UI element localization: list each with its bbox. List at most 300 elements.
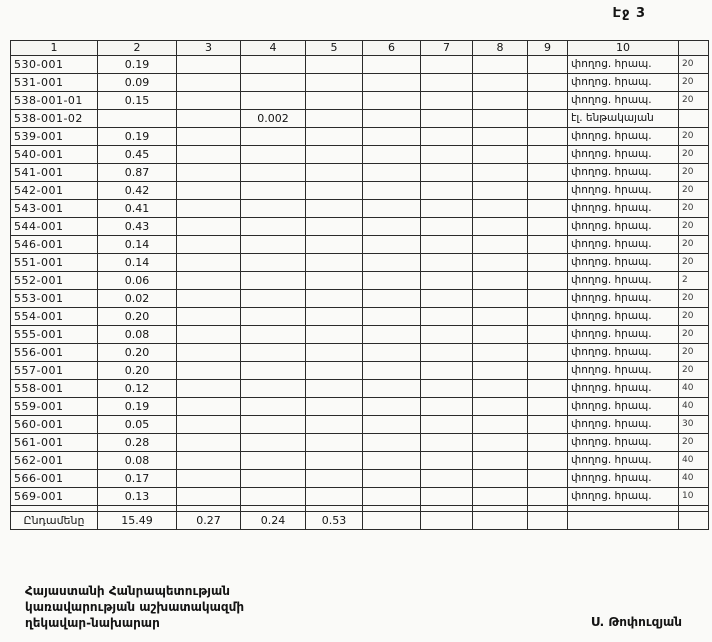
- table-row: [11, 218, 709, 236]
- description-cell: փողոց. հրապ.: [568, 398, 679, 416]
- total-value-cell: [473, 512, 528, 530]
- value-cell: [473, 326, 528, 344]
- value-cell: [306, 308, 363, 326]
- value-cell: [473, 164, 528, 182]
- total-row: [11, 512, 709, 530]
- code-cell: 543-001: [11, 200, 98, 218]
- footer-line: ղեկավար-նախարար: [25, 616, 160, 630]
- value-cell: [363, 164, 421, 182]
- table-row: [11, 56, 709, 74]
- value-cell: [528, 164, 568, 182]
- value-cell: [241, 362, 306, 380]
- value-cell: [421, 362, 473, 380]
- value-cell: [363, 326, 421, 344]
- value-cell: [177, 164, 241, 182]
- value-cell: 0.002: [241, 110, 306, 128]
- value-cell: [473, 74, 528, 92]
- value-cell: [528, 470, 568, 488]
- value-cell: [241, 290, 306, 308]
- value-cell: [177, 416, 241, 434]
- code-cell: 555-001: [11, 326, 98, 344]
- table-header-row: [11, 41, 709, 56]
- description-cell: էլ. ենթակայան: [568, 110, 679, 128]
- value-cell: [363, 236, 421, 254]
- value-cell: [473, 452, 528, 470]
- value-cell: 0.20: [98, 362, 177, 380]
- total-value-cell: 0.53: [306, 512, 363, 530]
- value-cell: [177, 92, 241, 110]
- value-cell: [306, 74, 363, 92]
- table-row: [11, 452, 709, 470]
- margin-mark: 20: [679, 146, 709, 164]
- value-cell: [241, 398, 306, 416]
- value-cell: [363, 398, 421, 416]
- value-cell: [363, 344, 421, 362]
- description-cell: փողոց. հրապ.: [568, 92, 679, 110]
- value-cell: [306, 254, 363, 272]
- value-cell: [363, 110, 421, 128]
- value-cell: [528, 398, 568, 416]
- value-cell: [528, 56, 568, 74]
- column-header: 7: [421, 41, 473, 56]
- margin-mark: 30: [679, 416, 709, 434]
- value-cell: [421, 434, 473, 452]
- margin-mark: 20: [679, 290, 709, 308]
- table-row: [11, 308, 709, 326]
- footer-line: Հայաստանի Հանրապետության: [25, 584, 230, 598]
- value-cell: [473, 128, 528, 146]
- total-value-cell: 15.49: [98, 512, 177, 530]
- value-cell: [528, 344, 568, 362]
- value-cell: [177, 398, 241, 416]
- table-row: [11, 110, 709, 128]
- value-cell: [177, 380, 241, 398]
- code-cell: 540-001: [11, 146, 98, 164]
- value-cell: [241, 182, 306, 200]
- value-cell: [528, 146, 568, 164]
- code-cell: 551-001: [11, 254, 98, 272]
- margin-mark: 20: [679, 362, 709, 380]
- value-cell: [177, 182, 241, 200]
- value-cell: [241, 344, 306, 362]
- margin-mark: 20: [679, 326, 709, 344]
- value-cell: [528, 182, 568, 200]
- description-cell: փողոց. հրապ.: [568, 326, 679, 344]
- code-cell: 538-001-02: [11, 110, 98, 128]
- value-cell: [473, 290, 528, 308]
- value-cell: [363, 146, 421, 164]
- value-cell: 0.08: [98, 452, 177, 470]
- value-cell: [363, 200, 421, 218]
- value-cell: [177, 470, 241, 488]
- margin-mark: 10: [679, 488, 709, 506]
- value-cell: [241, 272, 306, 290]
- margin-mark: 20: [679, 182, 709, 200]
- value-cell: [528, 272, 568, 290]
- value-cell: [421, 380, 473, 398]
- description-cell: փողոց. հրապ.: [568, 290, 679, 308]
- value-cell: [363, 272, 421, 290]
- value-cell: [528, 290, 568, 308]
- description-cell: փողոց. հրապ.: [568, 362, 679, 380]
- description-cell: փողոց. հրապ.: [568, 308, 679, 326]
- value-cell: [473, 254, 528, 272]
- code-cell: 531-001: [11, 74, 98, 92]
- value-cell: 0.05: [98, 416, 177, 434]
- value-cell: [177, 218, 241, 236]
- value-cell: [473, 362, 528, 380]
- value-cell: [363, 308, 421, 326]
- column-header: 1: [11, 41, 98, 56]
- value-cell: [473, 218, 528, 236]
- value-cell: 0.08: [98, 326, 177, 344]
- value-cell: [473, 416, 528, 434]
- code-cell: 569-001: [11, 488, 98, 506]
- value-cell: [241, 56, 306, 74]
- code-cell: 556-001: [11, 344, 98, 362]
- table-row: [11, 488, 709, 506]
- value-cell: [241, 434, 306, 452]
- margin-mark: 20: [679, 236, 709, 254]
- footer-line: կառավարության աշխատակազմի: [25, 600, 245, 614]
- description-cell: փողոց. հրապ.: [568, 416, 679, 434]
- description-cell: փողոց. հրապ.: [568, 182, 679, 200]
- value-cell: [528, 218, 568, 236]
- value-cell: [421, 92, 473, 110]
- value-cell: [241, 308, 306, 326]
- margin-mark: [679, 110, 709, 128]
- value-cell: [241, 164, 306, 182]
- value-cell: [473, 146, 528, 164]
- code-cell: 544-001: [11, 218, 98, 236]
- table-body: [11, 56, 709, 530]
- value-cell: [473, 398, 528, 416]
- value-cell: [363, 182, 421, 200]
- value-cell: [363, 290, 421, 308]
- code-cell: 558-001: [11, 380, 98, 398]
- value-cell: [177, 326, 241, 344]
- margin-mark: 20: [679, 308, 709, 326]
- value-cell: [528, 488, 568, 506]
- value-cell: [421, 56, 473, 74]
- value-cell: [241, 128, 306, 146]
- value-cell: [363, 416, 421, 434]
- value-cell: [177, 236, 241, 254]
- table-row: [11, 92, 709, 110]
- value-cell: [241, 488, 306, 506]
- value-cell: [421, 344, 473, 362]
- value-cell: 0.12: [98, 380, 177, 398]
- value-cell: [421, 326, 473, 344]
- value-cell: [306, 362, 363, 380]
- table-row: [11, 182, 709, 200]
- margin-mark: 20: [679, 344, 709, 362]
- value-cell: [306, 452, 363, 470]
- value-cell: [421, 470, 473, 488]
- value-cell: [177, 272, 241, 290]
- description-cell: փողոց. հրապ.: [568, 272, 679, 290]
- value-cell: [363, 362, 421, 380]
- value-cell: [421, 308, 473, 326]
- value-cell: [306, 326, 363, 344]
- value-cell: [241, 470, 306, 488]
- value-cell: [177, 74, 241, 92]
- value-cell: [306, 470, 363, 488]
- value-cell: 0.02: [98, 290, 177, 308]
- value-cell: [528, 434, 568, 452]
- margin-mark: 40: [679, 380, 709, 398]
- column-header: 10: [568, 41, 679, 56]
- value-cell: [528, 200, 568, 218]
- value-cell: 0.06: [98, 272, 177, 290]
- value-cell: [177, 128, 241, 146]
- value-cell: 0.20: [98, 344, 177, 362]
- value-cell: [421, 290, 473, 308]
- value-cell: [363, 452, 421, 470]
- margin-mark: 20: [679, 128, 709, 146]
- value-cell: [421, 272, 473, 290]
- table-row: [11, 272, 709, 290]
- value-cell: [528, 380, 568, 398]
- value-cell: 0.41: [98, 200, 177, 218]
- code-cell: 541-001: [11, 164, 98, 182]
- value-cell: [528, 236, 568, 254]
- table-row: [11, 470, 709, 488]
- value-cell: [473, 110, 528, 128]
- margin-mark: 20: [679, 74, 709, 92]
- value-cell: 0.09: [98, 74, 177, 92]
- table-row: [11, 434, 709, 452]
- value-cell: 0.45: [98, 146, 177, 164]
- value-cell: [306, 182, 363, 200]
- value-cell: [306, 110, 363, 128]
- value-cell: 0.14: [98, 254, 177, 272]
- description-cell: փողոց. հրապ.: [568, 344, 679, 362]
- value-cell: [306, 272, 363, 290]
- value-cell: [528, 362, 568, 380]
- value-cell: [421, 110, 473, 128]
- value-cell: [473, 272, 528, 290]
- value-cell: [177, 254, 241, 272]
- value-cell: [241, 200, 306, 218]
- column-header: 4: [241, 41, 306, 56]
- total-description-cell: [568, 512, 679, 530]
- data-table: [10, 40, 709, 530]
- code-cell: 542-001: [11, 182, 98, 200]
- value-cell: [241, 452, 306, 470]
- code-cell: 554-001: [11, 308, 98, 326]
- value-cell: [177, 110, 241, 128]
- value-cell: [241, 380, 306, 398]
- value-cell: [363, 218, 421, 236]
- table-row: [11, 290, 709, 308]
- page-number-label: Էջ 3: [612, 6, 646, 21]
- value-cell: 0.15: [98, 92, 177, 110]
- value-cell: [421, 128, 473, 146]
- table-row: [11, 236, 709, 254]
- value-cell: [306, 200, 363, 218]
- value-cell: [473, 182, 528, 200]
- value-cell: [473, 308, 528, 326]
- margin-mark: 20: [679, 164, 709, 182]
- value-cell: [241, 74, 306, 92]
- table-row: [11, 200, 709, 218]
- value-cell: [363, 56, 421, 74]
- code-cell: 559-001: [11, 398, 98, 416]
- margin-spacer: [679, 41, 709, 56]
- value-cell: [473, 488, 528, 506]
- value-cell: [177, 362, 241, 380]
- value-cell: [473, 56, 528, 74]
- margin-mark: 40: [679, 452, 709, 470]
- value-cell: [363, 380, 421, 398]
- table-row: [11, 164, 709, 182]
- value-cell: [241, 92, 306, 110]
- value-cell: [528, 92, 568, 110]
- value-cell: 0.42: [98, 182, 177, 200]
- value-cell: [421, 218, 473, 236]
- column-header: 5: [306, 41, 363, 56]
- code-cell: 539-001: [11, 128, 98, 146]
- margin-mark: 20: [679, 200, 709, 218]
- table-row: [11, 74, 709, 92]
- value-cell: [363, 488, 421, 506]
- value-cell: [421, 416, 473, 434]
- description-cell: փողոց. հրապ.: [568, 488, 679, 506]
- value-cell: [241, 236, 306, 254]
- table-row: [11, 128, 709, 146]
- description-cell: փողոց. հրապ.: [568, 434, 679, 452]
- value-cell: [528, 128, 568, 146]
- value-cell: [306, 434, 363, 452]
- total-value-cell: 0.27: [177, 512, 241, 530]
- value-cell: [421, 254, 473, 272]
- value-cell: [177, 452, 241, 470]
- table-row: [11, 398, 709, 416]
- value-cell: [177, 488, 241, 506]
- code-cell: 561-001: [11, 434, 98, 452]
- description-cell: փողոց. հրապ.: [568, 128, 679, 146]
- description-cell: փողոց. հրապ.: [568, 146, 679, 164]
- column-header: 2: [98, 41, 177, 56]
- value-cell: [306, 146, 363, 164]
- value-cell: [528, 254, 568, 272]
- value-cell: [473, 200, 528, 218]
- value-cell: 0.43: [98, 218, 177, 236]
- value-cell: [528, 416, 568, 434]
- value-cell: [177, 146, 241, 164]
- footer-title-block: [25, 583, 244, 631]
- value-cell: 0.28: [98, 434, 177, 452]
- value-cell: [473, 380, 528, 398]
- column-header: 9: [528, 41, 568, 56]
- table-row: [11, 380, 709, 398]
- value-cell: [177, 344, 241, 362]
- description-cell: փողոց. հրապ.: [568, 380, 679, 398]
- description-cell: փողոց. հրապ.: [568, 56, 679, 74]
- value-cell: [306, 164, 363, 182]
- value-cell: [98, 110, 177, 128]
- value-cell: [177, 56, 241, 74]
- table-row: [11, 344, 709, 362]
- value-cell: 0.20: [98, 308, 177, 326]
- value-cell: [306, 56, 363, 74]
- value-cell: [528, 326, 568, 344]
- value-cell: 0.87: [98, 164, 177, 182]
- value-cell: [363, 470, 421, 488]
- margin-mark: 20: [679, 56, 709, 74]
- margin-mark: 20: [679, 434, 709, 452]
- description-cell: փողոց. հրապ.: [568, 218, 679, 236]
- total-value-cell: [528, 512, 568, 530]
- value-cell: [241, 326, 306, 344]
- description-cell: փողոց. հրապ.: [568, 200, 679, 218]
- margin-mark: 20: [679, 92, 709, 110]
- code-cell: 530-001: [11, 56, 98, 74]
- value-cell: [473, 92, 528, 110]
- value-cell: [306, 218, 363, 236]
- value-cell: [421, 146, 473, 164]
- description-cell: փողոց. հրապ.: [568, 236, 679, 254]
- value-cell: [421, 452, 473, 470]
- margin-mark: 20: [679, 218, 709, 236]
- value-cell: [421, 236, 473, 254]
- margin-mark: 40: [679, 398, 709, 416]
- table-row: [11, 326, 709, 344]
- value-cell: [528, 74, 568, 92]
- total-label-cell: Ընդամենը: [11, 512, 98, 530]
- value-cell: [306, 92, 363, 110]
- value-cell: [306, 380, 363, 398]
- value-cell: [421, 182, 473, 200]
- value-cell: [177, 434, 241, 452]
- value-cell: [363, 434, 421, 452]
- margin-mark: 20: [679, 254, 709, 272]
- value-cell: [473, 344, 528, 362]
- table-row: [11, 146, 709, 164]
- value-cell: [528, 110, 568, 128]
- value-cell: [306, 236, 363, 254]
- column-header: 6: [363, 41, 421, 56]
- value-cell: [363, 128, 421, 146]
- value-cell: [473, 434, 528, 452]
- code-cell: 557-001: [11, 362, 98, 380]
- value-cell: 0.17: [98, 470, 177, 488]
- margin-spacer: [679, 512, 709, 530]
- description-cell: փողոց. հրապ.: [568, 74, 679, 92]
- table-row: [11, 362, 709, 380]
- value-cell: [421, 398, 473, 416]
- value-cell: [421, 164, 473, 182]
- code-cell: 553-001: [11, 290, 98, 308]
- value-cell: 0.19: [98, 56, 177, 74]
- value-cell: [421, 74, 473, 92]
- description-cell: փողոց. հրապ.: [568, 164, 679, 182]
- value-cell: [241, 416, 306, 434]
- code-cell: 552-001: [11, 272, 98, 290]
- code-cell: 546-001: [11, 236, 98, 254]
- value-cell: 0.13: [98, 488, 177, 506]
- value-cell: [306, 344, 363, 362]
- value-cell: [421, 488, 473, 506]
- value-cell: [421, 200, 473, 218]
- value-cell: [473, 470, 528, 488]
- code-cell: 538-001-01: [11, 92, 98, 110]
- value-cell: [306, 128, 363, 146]
- value-cell: [241, 254, 306, 272]
- value-cell: [177, 200, 241, 218]
- value-cell: [363, 74, 421, 92]
